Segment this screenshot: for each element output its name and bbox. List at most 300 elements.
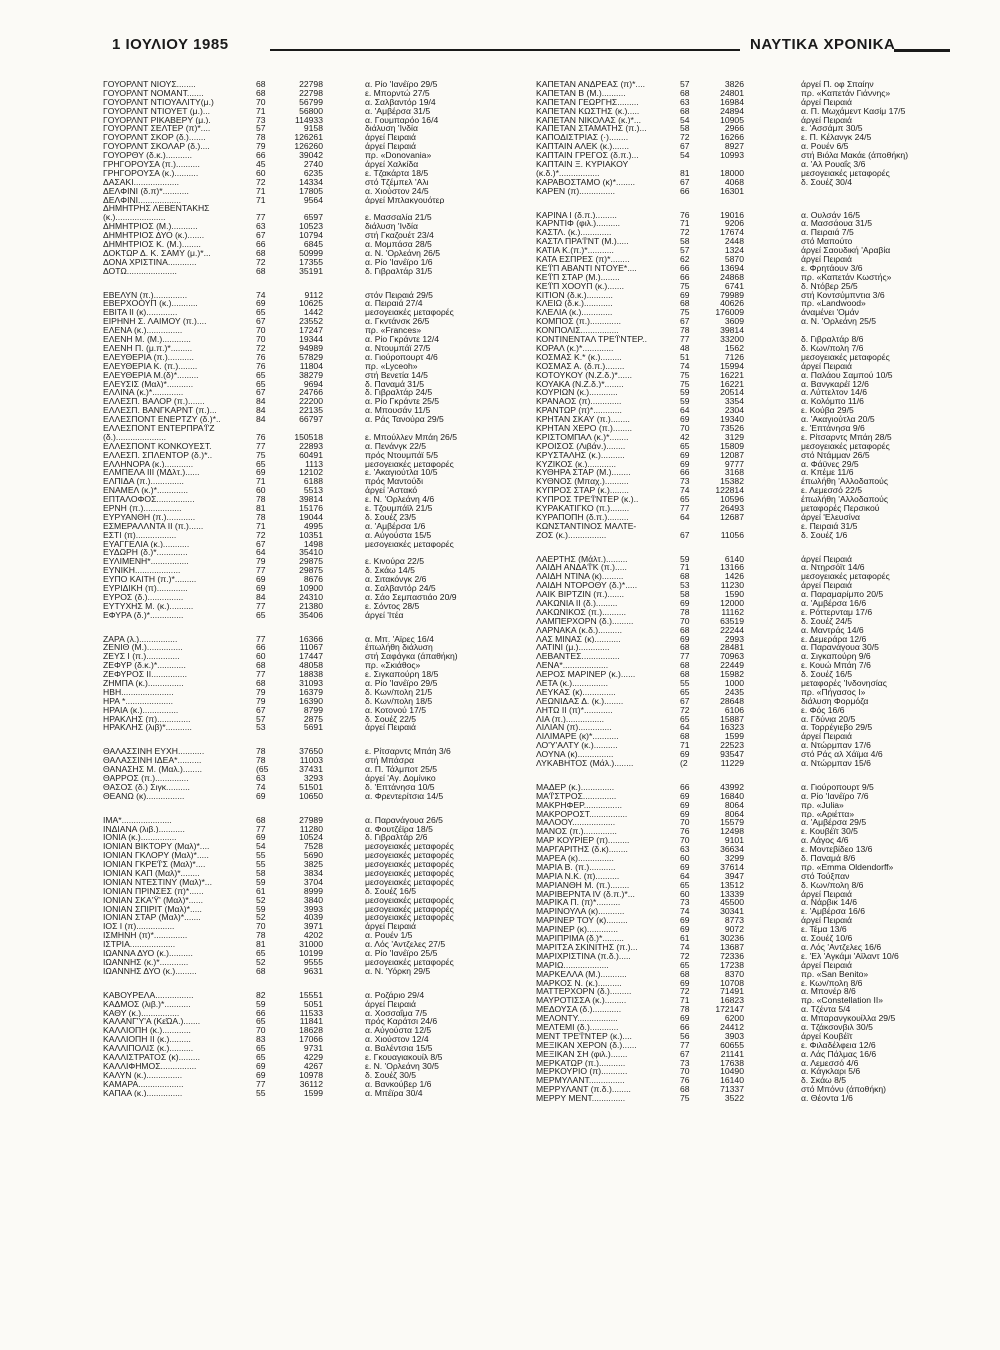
- tonnage: 10650: [299, 790, 323, 801]
- position-status: α. Κπέμε 11/6: [801, 468, 854, 478]
- position-status: δ. Κων/πολη 7/6: [801, 343, 864, 353]
- position-status: άργεί Χαλκίδα: [365, 160, 419, 169]
- ship-name: ΜΑ'Ϊ'ΣΤΡΟΣ..............: [536, 791, 617, 801]
- position-status: α. Μαντράς 14/6: [801, 625, 864, 635]
- ship-row: [103, 792, 503, 801]
- ship-row: [536, 652, 966, 661]
- ship-row: [536, 308, 966, 317]
- ship-row: [536, 219, 966, 228]
- tonnage: 71491: [720, 986, 744, 997]
- tonnage: 21141: [720, 1048, 744, 1059]
- tonnage: 9206: [724, 218, 744, 229]
- ship-row: [103, 451, 503, 460]
- position-status: α. Χιούστον 12/4: [365, 1035, 429, 1045]
- tonnage: 1599: [724, 731, 744, 742]
- ship-name: ΔΟΤΩ.....................: [103, 266, 177, 276]
- build-year: 68: [680, 298, 690, 309]
- tonnage: 16984: [720, 96, 744, 107]
- position-status: στό Ράς αλ Χάϊμα 4/6: [801, 750, 883, 760]
- tonnage: 176009: [715, 307, 744, 318]
- position-status: δ. Γιβραλτάρ 24/5: [365, 388, 433, 398]
- ship-name: ΕΛΛΕΣΠΟΝΤ ΚΟΝΚΟΥΕΣΤ.: [103, 441, 212, 451]
- ship-group: [103, 991, 503, 1098]
- ship-row: [103, 967, 503, 976]
- ship-name: ΜΑΡΚΟΣ Ν. (κ.)..........: [536, 978, 622, 988]
- position-status: ε. Μπορντώ 27/5: [365, 88, 430, 98]
- build-year: 61: [256, 885, 266, 896]
- build-year: 69: [680, 1013, 690, 1024]
- ship-name: ΜΑΡΙΝΕΡ (κ).............: [536, 925, 618, 935]
- build-year: 42: [680, 431, 690, 442]
- position-status: πρ. «San Benito»: [801, 969, 869, 979]
- ship-row: [536, 1059, 966, 1068]
- tonnage: 31093: [299, 678, 323, 688]
- tonnage: 1426: [724, 571, 744, 582]
- tonnage: 17355: [299, 256, 323, 267]
- ship-row: [536, 98, 966, 107]
- ship-name: ΖΟΣ (κ.)................: [536, 530, 607, 540]
- build-year: 71: [680, 218, 690, 229]
- build-year: 65: [680, 440, 690, 451]
- ship-row: [536, 845, 966, 854]
- ship-name: ΙΩΑΝΝΗΣ (κ.)*............: [103, 957, 189, 967]
- ship-name: ΚΕ'Ϊ'Π ΑΒΑΝΤΙ ΝΤΟΥΕ*....: [536, 263, 637, 273]
- build-year: 77: [680, 334, 690, 345]
- ship-row: [103, 1035, 503, 1044]
- ship-name: ΜΑΡΚΕΛΛΑ (Μ.)...........: [536, 969, 627, 979]
- position-status: ε. Τζουμπάϊλ 21/5: [365, 503, 433, 513]
- position-status: άργεί Πειραιά: [365, 723, 416, 733]
- ship-name: ΛΑΜΠΕΡΧΟΡΝ (δ.).........: [536, 616, 634, 626]
- tonnage: 4039: [303, 912, 323, 923]
- build-year: (2: [680, 758, 688, 769]
- tonnage: 17447: [299, 651, 323, 662]
- page-header: [0, 32, 1000, 66]
- ship-row: [536, 142, 966, 151]
- build-year: 67: [680, 316, 690, 327]
- ship-name: ΚΥΠΡΟΣ ΤΡΕ'Ϊ'ΝΤΕΡ (κ.)..: [536, 495, 639, 504]
- tonnage: 5051: [303, 998, 323, 1009]
- ship-name: ΜΑΡΙΩ...................: [536, 960, 609, 970]
- build-year: 76: [256, 351, 266, 362]
- build-year: 55: [256, 1087, 266, 1098]
- build-year: 69: [680, 808, 690, 819]
- ship-row: [103, 231, 503, 240]
- tonnage: 19016: [720, 209, 744, 220]
- position-status: α. Φρεντερίτσια 14/5: [365, 791, 444, 801]
- tonnage: 8064: [724, 799, 744, 810]
- position-status: έπωλήθη 'Αλλοδαπούς: [801, 477, 889, 487]
- ship-row: [536, 934, 966, 943]
- ship-row: [103, 860, 503, 869]
- ship-name: ΚΟΜΠΟΣ (π.).............: [536, 317, 621, 327]
- position-status: δ. Σουέζ 23/5: [365, 512, 417, 522]
- ship-row: [536, 255, 966, 264]
- build-year: 73: [680, 1057, 690, 1068]
- ship-name: ΚΑΛΛΙΣΤΡΑΤΟΣ (κ).........: [103, 1052, 201, 1062]
- ship-name: ΚΥΘΝΟΣ (Μπαχ.)..........: [536, 477, 629, 487]
- build-year: 77: [256, 669, 266, 680]
- build-year: 68: [680, 571, 690, 582]
- build-year: 73: [680, 476, 690, 487]
- build-year: 55: [256, 850, 266, 861]
- position-status: ε. Τζακάρτα 18/5: [365, 168, 429, 178]
- position-status: μεταφορές Περσικού: [801, 503, 880, 513]
- ship-row: [536, 380, 966, 389]
- tonnage: 48058: [299, 660, 323, 671]
- ship-name: ΛΕΒΑΝΤΕΣ................: [536, 652, 620, 662]
- position-status: α. Ρουέν 6/5: [801, 142, 849, 152]
- tonnage: 17238: [720, 959, 744, 970]
- header-rule-end: [894, 49, 950, 52]
- build-year: 67: [256, 230, 266, 241]
- build-year: 69: [256, 1069, 266, 1080]
- ship-name: ΕΛΛΕΣΠ. ΣΠΛΕΝΤΟΡ (δ.)*..: [103, 450, 213, 460]
- build-year: 59: [680, 387, 690, 398]
- build-year: 78: [680, 1004, 690, 1015]
- tonnage: 18838: [299, 669, 323, 680]
- ship-row: [103, 949, 503, 958]
- tonnage: 39814: [299, 494, 323, 505]
- tonnage: 39814: [720, 325, 744, 336]
- ship-row: [536, 970, 966, 979]
- build-year: 52: [256, 894, 266, 905]
- ship-name: ΛΑΡΝΑΚΑ (κ.δ.)..........: [536, 625, 622, 635]
- position-status: στή Μπάσρα: [365, 756, 414, 766]
- build-year: 62: [680, 254, 690, 265]
- tonnage: 16840: [720, 790, 744, 801]
- ship-row: [103, 706, 503, 715]
- build-year: 67: [256, 316, 266, 327]
- tonnage: 2966: [724, 123, 744, 134]
- position-status: άργεί Πειραιά: [801, 115, 852, 125]
- position-status: ε. 'Ακαγιούτλα 10/5: [365, 468, 438, 478]
- build-year: 74: [680, 485, 690, 496]
- build-year: 58: [256, 868, 266, 879]
- tonnage: 17066: [299, 1034, 323, 1045]
- tonnage: 13166: [720, 562, 744, 573]
- build-year: (65: [256, 764, 269, 775]
- position-status: άργεί Πειραιά: [801, 960, 852, 970]
- ship-row: [536, 151, 966, 160]
- position-status: δ. Σκάω 8/5: [801, 1076, 847, 1086]
- position-status: άργεί Πειραιά: [365, 133, 416, 143]
- ship-name: ΚΕ'Ϊ'Π ΣΤΑΡ (Μ.)........: [536, 272, 620, 282]
- tonnage: 57829: [299, 351, 323, 362]
- ship-name: ΚΑΠΕΤΑΝ ΝΙΚΟΛΑΣ (κ.)*...: [536, 115, 642, 125]
- tonnage: 8064: [724, 808, 744, 819]
- ship-name: ΛΥΚΑΒΗΤΟΣ (Μάλ.)........: [536, 759, 634, 768]
- tonnage: 3947: [724, 870, 744, 881]
- build-year: 70: [256, 96, 266, 107]
- ship-name: ΙΟΝΙΑ (κ.)...............: [103, 833, 177, 843]
- build-year: 63: [680, 844, 690, 855]
- build-year: 65: [256, 458, 266, 469]
- build-year: 68: [256, 87, 266, 98]
- tonnage: 122814: [715, 485, 744, 496]
- build-year: 66: [256, 239, 266, 250]
- ship-row: [536, 590, 966, 599]
- ship-name: ΛΙΛΙΜΑΡΕ (κ)*...........: [536, 732, 619, 742]
- ship-row: [536, 495, 966, 504]
- ship-name: ΕΥΡΙΔΙΚΗ (π).............: [103, 583, 188, 593]
- ship-row: [536, 433, 966, 442]
- position-status: α. Λός 'Αντζελες 27/5: [365, 940, 446, 950]
- ship-name: ΓΟΥΟΡΛΝΤ ΣΚΟΛΑΡ (δ.)....: [103, 142, 210, 152]
- build-year: 77: [256, 823, 266, 834]
- ship-name: ΛΕΤΑ (κ.)...............: [536, 679, 608, 688]
- ship-name: ΜΑΝΟΣ (π.)..............: [536, 827, 617, 837]
- tonnage: 23552: [299, 316, 323, 327]
- build-year: 67: [680, 695, 690, 706]
- tonnage: 11162: [721, 606, 744, 617]
- position-status: α. Γουμπαρόο 16/4: [365, 115, 439, 125]
- ship-name: ΔΕΛΦΙΝΙ (δ.π)*...........: [103, 186, 189, 196]
- ship-row: [536, 326, 966, 335]
- ship-name: ΚΑΛΑΝΓ'Υ'Α (ΚεΏΑ.).......: [103, 1017, 201, 1027]
- build-year: 70: [680, 422, 690, 433]
- position-status: α. 'Αμβέρσα 1/6: [365, 521, 426, 531]
- build-year: 68: [256, 247, 266, 258]
- tonnage: 9101: [724, 835, 744, 846]
- tonnage: 10524: [299, 832, 323, 843]
- position-status: α. Μασσάουα 31/5: [801, 219, 873, 229]
- ship-name: ΕΦΥΡΑ (δ.)*..............: [103, 610, 184, 620]
- ship-row: [536, 344, 966, 353]
- position-status: μεσογειακές μεταφορές: [365, 869, 454, 878]
- ship-name: ΚΛΕΙΩ (δ.κ.)............: [536, 299, 613, 309]
- tonnage: 73526: [720, 422, 744, 433]
- position-status: μεσογειακές μεταφορές: [365, 895, 454, 905]
- ship-row: [536, 291, 966, 300]
- tonnage: 4267: [303, 1060, 323, 1071]
- tonnage: 22798: [299, 79, 323, 89]
- build-year: 66: [680, 1021, 690, 1032]
- position-status: δ. Γιβραλτάρ 8/6: [801, 335, 864, 344]
- tonnage: 9564: [303, 194, 323, 205]
- tonnage: 3903: [724, 1030, 744, 1041]
- ship-name: ΕΛΜΠΕΛΑ ΙΙΙ (ΜΔλτ.)......: [103, 468, 200, 478]
- tonnage: 114933: [294, 114, 323, 125]
- tonnage: 18628: [299, 1025, 323, 1036]
- ship-row: [536, 451, 966, 460]
- build-year: 82: [256, 989, 266, 1000]
- ship-row: [536, 1094, 966, 1103]
- position-status: α. Ντώρμπαν 15/6: [801, 759, 871, 768]
- position-status: α. Μομπάσα 28/5: [365, 240, 432, 249]
- ship-name: ΙΟΝΙΑΝ ΣΠΙΡΙΤ (Μαλ)*.....: [103, 904, 202, 914]
- build-year: 55: [680, 678, 690, 688]
- position-status: α. Ράς Τανούρα 29/5: [365, 415, 444, 424]
- position-status: α. Λύττελτον 14/6: [801, 388, 868, 398]
- tonnage: 10523: [299, 221, 323, 232]
- build-year: 71: [256, 185, 266, 196]
- ship-row: [536, 169, 966, 178]
- ship-name: ΖΑΡΑ (λ.)................: [103, 634, 178, 644]
- build-year: 68: [680, 669, 690, 680]
- tonnage: 6188: [303, 476, 323, 487]
- tonnage: 7126: [724, 351, 744, 362]
- tonnage: 9112: [304, 289, 323, 300]
- ship-name: ΙΝΔΙΑΝΑ (λιβ.)...........: [103, 824, 185, 834]
- tonnage: 9631: [303, 965, 323, 976]
- ship-row: [103, 299, 503, 308]
- tonnage: 70963: [720, 651, 744, 662]
- position-status: ε. Σόντος 28/5: [365, 601, 420, 611]
- tonnage: 3826: [724, 79, 744, 89]
- ship-row: [536, 670, 966, 679]
- ship-name: (δ.).....................: [103, 432, 167, 442]
- ship-row: [536, 863, 966, 872]
- build-year: 69: [680, 458, 690, 469]
- tonnage: 1324: [724, 245, 744, 256]
- ship-name: ΙΟΝΙΑΝ ΝΤΕΣΤΙΝΥ (Μαλ)*...: [103, 877, 212, 887]
- ship-row: [536, 715, 966, 724]
- build-year: 69: [680, 289, 690, 300]
- tonnage: 10708: [720, 977, 744, 988]
- position-status: πρός Ντουμπάϊ 5/5: [365, 450, 439, 460]
- tonnage: 10351: [299, 529, 323, 540]
- build-year: 69: [680, 861, 690, 872]
- position-status: μεσογειακές μεταφορές: [365, 539, 454, 549]
- build-year: 70: [256, 334, 266, 345]
- position-status: α. Χοσσαΐμα 7/5: [365, 1008, 427, 1018]
- build-year: 79: [256, 556, 266, 567]
- build-year: 71: [256, 194, 266, 205]
- position-status: άργεί Πειραιά: [365, 142, 416, 152]
- position-status: πρ. «Constellation ΙΙ»: [801, 996, 883, 1006]
- tonnage: 22523: [720, 740, 744, 751]
- tonnage: 24894: [720, 105, 744, 116]
- build-year: 60: [256, 167, 266, 178]
- ship-name: ΕΒΙΤΑ ΙΙ (κ).............: [103, 308, 178, 318]
- ship-name: ΕΥΛΙΜΕΝΗ*................: [103, 557, 189, 567]
- ship-row: [536, 335, 966, 344]
- position-status: α. Παρανάγουα 30/5: [801, 643, 879, 653]
- ship-name: ΚΙΤΙΟΝ (δ.κ.)...........: [536, 290, 613, 300]
- build-year: 67: [680, 141, 690, 152]
- tonnage: 3129: [724, 431, 744, 442]
- position-status: μεσογειακές μεταφορές: [365, 904, 454, 914]
- build-year: 72: [680, 950, 690, 961]
- ship-name: ΔΗΜΗΤΡΗΣ ΛΕΒΕΝΤΑΚΗΣ: [103, 204, 210, 214]
- tonnage: 10794: [299, 230, 323, 241]
- position-status: δ. Σουέζ 1/6: [801, 530, 848, 540]
- build-year: 57: [256, 713, 266, 724]
- build-year: 54: [680, 114, 690, 125]
- ship-name: ΜΕΡΜΥΛΑΝΤ...............: [536, 1076, 625, 1086]
- position-status: ε. Κουώ Μπάη 7/6: [801, 661, 871, 671]
- ship-row: [536, 486, 966, 495]
- ship-name: ΜΑΡΙΧΡΙΣΤΙΝΑ (π.δ.).....: [536, 951, 631, 961]
- position-status: πρ. «Καπετάν Κωστής»: [801, 272, 892, 282]
- build-year: 77: [256, 212, 266, 223]
- build-year: 65: [256, 378, 266, 389]
- build-year: 65: [256, 307, 266, 318]
- ship-row: [103, 160, 503, 169]
- tonnage: 3293: [303, 773, 323, 784]
- build-year: 75: [680, 1093, 690, 1104]
- position-status: άργεί Π. οφ Σπαίην: [801, 80, 874, 89]
- ship-name: ΚΑΡΕΝ (π)...............: [536, 186, 615, 196]
- position-status: έπωλήθη 'Αλλοδαπούς: [801, 495, 889, 504]
- ship-name: ΔΕΛΦΙΝΙ..................: [103, 195, 182, 205]
- build-year: 76: [680, 1075, 690, 1086]
- tonnage: 17638: [720, 1057, 744, 1068]
- ship-name: ΚΑΛΛΙΟΠΗ ΙΙ (κ.).........: [103, 1035, 191, 1045]
- tonnage: 35406: [299, 609, 323, 620]
- position-status: α. Φάϋνες 29/5: [801, 459, 859, 469]
- ship-name: ΙΟΝΙΑΝ ΓΚΛΟΡΥ (Μαλ)*.....: [103, 851, 209, 861]
- ship-row: [536, 80, 966, 89]
- build-year: 54: [680, 150, 690, 161]
- position-status: α. Ρίο 'Ιανέϊρο 29/5: [365, 679, 438, 688]
- tonnage: 6106: [724, 704, 744, 715]
- build-year: 77: [680, 502, 690, 513]
- tonnage: 79989: [720, 289, 744, 300]
- ship-name: ΔΗΜΗΤΡΙΟΣ ΔΥΟ (κ.).......: [103, 231, 205, 241]
- build-year: 76: [256, 360, 266, 371]
- header-rule: [270, 49, 740, 51]
- ship-row: [103, 611, 503, 620]
- ship-name: ΚΟΡΑΛ (κ.)*.............: [536, 343, 614, 353]
- ship-name: ΕΥΑΓΓΕΛΙΑ (κ.)...........: [103, 539, 190, 549]
- tonnage: 37431: [299, 764, 323, 775]
- tonnage: 15579: [720, 817, 744, 828]
- build-year: 56: [680, 1030, 690, 1041]
- ship-row: [536, 979, 966, 988]
- ship-row: [536, 1005, 966, 1014]
- ship-row: [536, 107, 966, 116]
- ship-row: [103, 896, 503, 905]
- position-status: α. Πενάνγκ 22/5: [365, 441, 427, 451]
- position-status: α. Ρίο 'Ιανέϊρο 25/5: [365, 949, 438, 958]
- position-status: διάλυση 'Ινδία: [365, 124, 418, 134]
- magazine-title: ΝΑΥΤΙΚΑ ΧΡΟΝΙΚΑ: [750, 36, 896, 53]
- tonnage: 9072: [724, 924, 744, 935]
- ship-name: ΕΒΕΛΥΝ (π.)..............: [103, 290, 188, 300]
- tonnage: 10596: [720, 494, 744, 505]
- build-year: 75: [680, 307, 690, 318]
- ship-row: [536, 89, 966, 98]
- tonnage: 28648: [720, 695, 744, 706]
- position-status: άργεί Πειραιά: [801, 916, 852, 926]
- build-year: 81: [256, 502, 266, 513]
- ship-name: ΕΛΕΥΣΙΣ (Μαλ)*...........: [103, 379, 194, 389]
- tonnage: 22135: [299, 405, 323, 416]
- tonnage: 8999: [303, 885, 323, 896]
- ship-row: [536, 397, 966, 406]
- tonnage: 4202: [303, 930, 323, 941]
- build-year: 68: [680, 731, 690, 742]
- ship-name: ΕΒΕΡΧΟΟΥΠ (κ.)...........: [103, 299, 198, 309]
- tonnage: 93547: [720, 749, 744, 760]
- tonnage: 38279: [299, 369, 323, 380]
- position-status: άργεί Πειραιά: [801, 889, 852, 899]
- position-status: διάλυση 'Ινδία: [365, 222, 418, 232]
- tonnage: 28481: [720, 642, 744, 653]
- position-status: μεσογειακές μεταφορές: [801, 441, 890, 451]
- tonnage: 13694: [720, 262, 744, 273]
- build-year: 78: [256, 746, 266, 757]
- ship-row: [536, 353, 966, 362]
- tonnage: 30236: [720, 933, 744, 944]
- build-year: 66: [680, 185, 690, 196]
- tonnage: 4995: [303, 520, 323, 531]
- tonnage: 2435: [724, 686, 744, 697]
- ship-name: ΚΑΠΤΑΙΝ Ξ. ΚΥΡΙΑΚΟΥ: [536, 160, 629, 169]
- ship-row: [536, 916, 966, 925]
